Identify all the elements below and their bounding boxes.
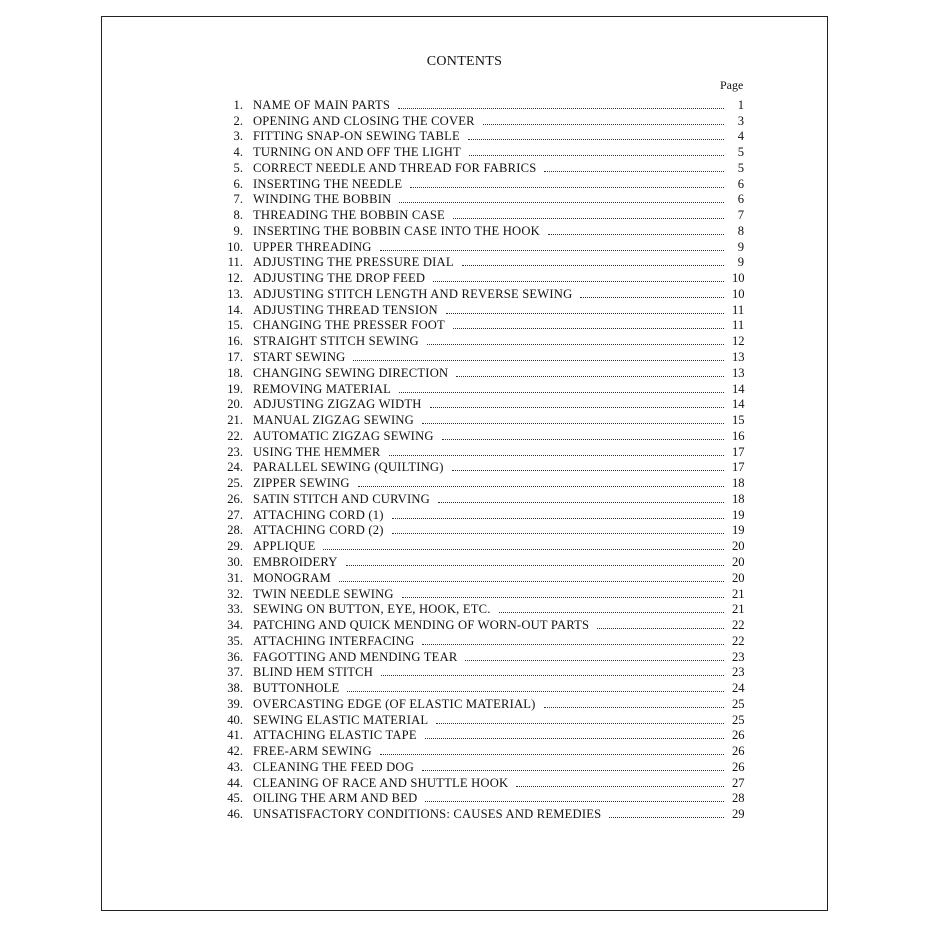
toc-entry-page: 22	[732, 633, 745, 648]
toc-entry	[206, 380, 746, 396]
dot-leader	[483, 124, 724, 125]
toc-entry-number: 46.	[227, 807, 243, 822]
toc-entry-page: 17	[732, 444, 745, 459]
toc-entry-title: AUTOMATIC ZIGZAG SEWING	[253, 428, 434, 443]
toc-entry-number: 27.	[227, 507, 243, 522]
toc-entry-page: 18	[732, 476, 745, 491]
toc-entry-title: USING THE HEMMER	[253, 444, 381, 459]
dot-leader	[425, 738, 724, 739]
toc-entry-page: 21	[732, 586, 745, 601]
toc-entry-number: 21.	[227, 413, 243, 428]
toc-entry	[206, 222, 746, 238]
dot-leader	[392, 518, 724, 519]
toc-entry-title: ADJUSTING STITCH LENGTH AND REVERSE SEWING	[253, 286, 573, 301]
document-page	[101, 16, 828, 911]
toc-entry-title: STRAIGHT STITCH SEWING	[253, 334, 419, 349]
toc-entry-number: 17.	[227, 350, 243, 365]
toc-entry-number: 22.	[227, 428, 243, 443]
dot-leader	[353, 360, 724, 361]
dot-leader	[389, 455, 724, 456]
toc-entry-page: 5	[737, 160, 744, 175]
toc-entry	[206, 695, 746, 711]
toc-entry-number: 38.	[227, 681, 243, 696]
toc-entry-title: CHANGING SEWING DIRECTION	[253, 365, 449, 380]
toc-entry	[206, 254, 746, 270]
toc-entry-title: ATTACHING CORD (1)	[253, 507, 384, 522]
page-title: CONTENTS	[426, 54, 503, 69]
toc-entry-number: 37.	[227, 665, 243, 680]
toc-entry-title: ATTACHING CORD (2)	[253, 523, 384, 538]
dot-leader	[425, 801, 724, 802]
dot-leader	[453, 328, 724, 329]
toc-entry-page: 29	[732, 807, 745, 822]
toc-entry-page: 13	[732, 365, 745, 380]
toc-entry-number: 28.	[227, 523, 243, 538]
toc-entry-number: 15.	[227, 318, 243, 333]
dot-leader	[436, 723, 724, 724]
toc-entry	[206, 96, 746, 112]
dot-leader	[462, 265, 724, 266]
toc-entry-title: ADJUSTING THE PRESSURE DIAL	[253, 255, 454, 270]
toc-entry-number: 42.	[227, 744, 243, 759]
toc-entry	[206, 443, 746, 459]
toc-entry-number: 5.	[233, 160, 243, 175]
toc-entry-number: 12.	[227, 271, 243, 286]
toc-entry-page: 27	[732, 775, 745, 790]
toc-entry-page: 23	[732, 649, 745, 664]
toc-entry-number: 26.	[227, 491, 243, 506]
toc-entry-title: ZIPPER SEWING	[253, 476, 350, 491]
toc-entry	[206, 396, 746, 412]
toc-entry	[206, 790, 746, 806]
toc-entry	[206, 648, 746, 664]
toc-entry	[206, 742, 746, 758]
toc-entry-page: 22	[732, 618, 745, 633]
toc-entry	[206, 616, 746, 632]
toc-entry-page: 15	[732, 413, 745, 428]
toc-entry	[206, 506, 746, 522]
toc-entry	[206, 128, 746, 144]
toc-entry-number: 13.	[227, 286, 243, 301]
toc-entry-title: PATCHING AND QUICK MENDING OF WORN-OUT PARTS	[253, 618, 590, 633]
dot-leader	[402, 597, 724, 598]
toc-entry	[206, 159, 746, 175]
toc-entry	[206, 143, 746, 159]
toc-entry-number: 6.	[233, 176, 243, 191]
toc-entry-number: 18.	[227, 365, 243, 380]
dot-leader	[422, 644, 724, 645]
toc-entry-number: 29.	[227, 539, 243, 554]
toc-entry	[206, 774, 746, 790]
toc-entry-number: 23.	[227, 444, 243, 459]
toc-entry-page: 18	[732, 491, 745, 506]
dot-leader	[398, 108, 724, 109]
toc-entry-title: PARALLEL SEWING (QUILTING)	[253, 460, 444, 475]
toc-entry-page: 1	[737, 97, 744, 112]
toc-entry	[206, 522, 746, 538]
toc-entry-number: 44.	[227, 775, 243, 790]
toc-entry-number: 3.	[233, 129, 243, 144]
toc-entry-number: 33.	[227, 602, 243, 617]
toc-entry	[206, 112, 746, 128]
toc-entry-title: BUTTONHOLE	[253, 681, 340, 696]
toc-entry-number: 16.	[227, 334, 243, 349]
toc-entry-title: SEWING ELASTIC MATERIAL	[253, 712, 429, 727]
toc-entry-page: 13	[732, 350, 745, 365]
dot-leader	[347, 691, 724, 692]
dot-leader	[399, 202, 724, 203]
toc-entry	[206, 191, 746, 207]
toc-entry-number: 2.	[233, 113, 243, 128]
toc-entry	[206, 727, 746, 743]
toc-entry-page: 16	[732, 428, 745, 443]
toc-entry	[206, 632, 746, 648]
toc-entry-page: 26	[732, 744, 745, 759]
toc-entry-number: 11.	[227, 255, 243, 270]
dot-leader	[358, 486, 724, 487]
dot-leader	[380, 250, 724, 251]
toc-entry	[206, 206, 746, 222]
dot-leader	[392, 533, 724, 534]
toc-entry	[206, 238, 746, 254]
toc-entry	[206, 459, 746, 475]
toc-entry-number: 36.	[227, 649, 243, 664]
toc-entry-page: 20	[732, 570, 745, 585]
toc-entry	[206, 332, 746, 348]
toc-entry-title: OPENING AND CLOSING THE COVER	[253, 113, 475, 128]
toc-entry-title: ATTACHING ELASTIC TAPE	[253, 728, 417, 743]
toc-entry-number: 31.	[227, 570, 243, 585]
toc-entry	[206, 711, 746, 727]
toc-entry-title: APPLIQUE	[253, 539, 316, 554]
toc-entry-title: FITTING SNAP-ON SEWING TABLE	[253, 129, 460, 144]
toc-entry-title: ADJUSTING THREAD TENSION	[253, 302, 438, 317]
toc-entry-number: 41.	[227, 728, 243, 743]
dot-leader	[346, 565, 724, 566]
toc-entry-page: 11	[732, 302, 745, 317]
dot-leader	[430, 407, 724, 408]
toc-entry-number: 32.	[227, 586, 243, 601]
dot-leader	[442, 439, 724, 440]
toc-entry-number: 4.	[233, 145, 243, 160]
toc-entry-title: REMOVING MATERIAL	[253, 381, 392, 396]
dot-leader	[468, 139, 724, 140]
dot-leader	[516, 786, 724, 787]
toc-entry-page: 26	[732, 759, 745, 774]
toc-entry-page: 6	[737, 192, 744, 207]
toc-entry-page: 7	[737, 208, 744, 223]
dot-leader	[465, 660, 724, 661]
toc-entry	[206, 364, 746, 380]
toc-entry-title: UPPER THREADING	[253, 239, 372, 254]
toc-entry-number: 30.	[227, 554, 243, 569]
page-column-header: Page	[720, 78, 744, 92]
toc-entry-page: 20	[732, 554, 745, 569]
dot-leader	[339, 581, 724, 582]
dot-leader	[438, 502, 724, 503]
toc-entry-title: TWIN NEEDLE SEWING	[253, 586, 394, 601]
toc-entry-page: 6	[737, 176, 744, 191]
toc-entry	[206, 285, 746, 301]
toc-entry-number: 40.	[227, 712, 243, 727]
toc-entry-number: 20.	[227, 397, 243, 412]
toc-entry-number: 7.	[233, 192, 243, 207]
toc-entry	[206, 348, 746, 364]
toc-entry-page: 11	[732, 318, 745, 333]
toc-entry-number: 45.	[227, 791, 243, 806]
dot-leader	[544, 171, 724, 172]
dot-leader	[380, 754, 724, 755]
toc-entry	[206, 758, 746, 774]
toc-entry	[206, 317, 746, 333]
toc-entry	[206, 474, 746, 490]
toc-entry-title: CORRECT NEEDLE AND THREAD FOR FABRICS	[253, 160, 537, 175]
dot-leader	[427, 344, 724, 345]
toc-entry-title: OVERCASTING EDGE (OF ELASTIC MATERIAL)	[253, 696, 536, 711]
toc-entry-page: 10	[732, 286, 745, 301]
dot-leader	[580, 297, 724, 298]
dot-leader	[323, 549, 724, 550]
toc-entry-title: OILING THE ARM AND BED	[253, 791, 418, 806]
toc-entry-title: SEWING ON BUTTON, EYE, HOOK, ETC.	[253, 602, 491, 617]
toc-entry-number: 14.	[227, 302, 243, 317]
toc-entry-number: 35.	[227, 633, 243, 648]
toc-entry-number: 9.	[233, 223, 243, 238]
dot-leader	[469, 155, 724, 156]
toc-entry-title: NAME OF MAIN PARTS	[253, 97, 391, 112]
toc-entry-page: 17	[732, 460, 745, 475]
toc-entry-page: 28	[732, 791, 745, 806]
dot-leader	[422, 423, 724, 424]
toc-entry-page: 26	[732, 728, 745, 743]
toc-entry-title: WINDING THE BOBBIN	[253, 192, 392, 207]
toc-entry	[206, 679, 746, 695]
toc-entry-title: FREE-ARM SEWING	[253, 744, 372, 759]
toc-entry-title: ADJUSTING THE DROP FEED	[253, 271, 426, 286]
dot-leader	[410, 187, 724, 188]
toc-entry-page: 12	[732, 334, 745, 349]
toc-entry	[206, 664, 746, 680]
toc-entry-number: 25.	[227, 476, 243, 491]
toc-entry-page: 19	[732, 507, 745, 522]
toc-entry-title: INSERTING THE BOBBIN CASE INTO THE HOOK	[253, 223, 540, 238]
toc-entry-number: 24.	[227, 460, 243, 475]
toc-entry-title: CHANGING THE PRESSER FOOT	[253, 318, 445, 333]
toc-entry	[206, 805, 746, 821]
dot-leader	[453, 218, 724, 219]
toc-entry-number: 43.	[227, 759, 243, 774]
toc-entry-title: SATIN STITCH AND CURVING	[253, 491, 430, 506]
toc-entry-title: BLIND HEM STITCH	[253, 665, 374, 680]
toc-entry	[206, 490, 746, 506]
toc-entry-number: 1.	[233, 97, 243, 112]
dot-leader	[446, 313, 724, 314]
dot-leader	[544, 707, 724, 708]
toc-entry-number: 39.	[227, 696, 243, 711]
toc-entry-page: 3	[737, 113, 744, 128]
toc-entry	[206, 537, 746, 553]
toc-entry-title: MANUAL ZIGZAG SEWING	[253, 413, 414, 428]
dot-leader	[381, 675, 724, 676]
toc-entry-title: FAGOTTING AND MENDING TEAR	[253, 649, 458, 664]
toc-entry	[206, 269, 746, 285]
toc-entry	[206, 569, 746, 585]
toc-entry-page: 9	[737, 255, 744, 270]
toc-entry-title: CLEANING THE FEED DOG	[253, 759, 415, 774]
toc-entry-number: 10.	[227, 239, 243, 254]
table-of-contents	[206, 96, 746, 821]
toc-entry-title: EMBROIDERY	[253, 554, 338, 569]
dot-leader	[456, 376, 724, 377]
toc-entry-title: ATTACHING INTERFACING	[253, 633, 415, 648]
toc-entry-page: 25	[732, 696, 745, 711]
dot-leader	[422, 770, 724, 771]
toc-entry-page: 21	[732, 602, 745, 617]
toc-entry-title: MONOGRAM	[253, 570, 331, 585]
toc-entry-page: 9	[737, 239, 744, 254]
toc-entry-title: START SEWING	[253, 350, 346, 365]
toc-entry-page: 8	[737, 223, 744, 238]
dot-leader	[609, 817, 724, 818]
toc-entry-title: TURNING ON AND OFF THE LIGHT	[253, 145, 461, 160]
toc-entry	[206, 411, 746, 427]
toc-entry	[206, 601, 746, 617]
toc-entry-title: ADJUSTING ZIGZAG WIDTH	[253, 397, 422, 412]
toc-entry-title: CLEANING OF RACE AND SHUTTLE HOOK	[253, 775, 509, 790]
toc-entry-number: 34.	[227, 618, 243, 633]
toc-entry-title: THREADING THE BOBBIN CASE	[253, 208, 445, 223]
toc-entry-page: 4	[737, 129, 744, 144]
dot-leader	[452, 470, 724, 471]
toc-entry-page: 20	[732, 539, 745, 554]
toc-entry-page: 14	[732, 397, 745, 412]
dot-leader	[597, 628, 724, 629]
toc-entry	[206, 175, 746, 191]
toc-entry	[206, 553, 746, 569]
toc-entry	[206, 427, 746, 443]
toc-entry-page: 19	[732, 523, 745, 538]
toc-entry-title: INSERTING THE NEEDLE	[253, 176, 403, 191]
dot-leader	[399, 392, 724, 393]
toc-entry	[206, 301, 746, 317]
toc-entry-number: 19.	[227, 381, 243, 396]
dot-leader	[548, 234, 724, 235]
toc-entry-page: 23	[732, 665, 745, 680]
toc-entry-title: UNSATISFACTORY CONDITIONS: CAUSES AND REMEDIES	[253, 807, 602, 822]
toc-entry-number: 8.	[233, 208, 243, 223]
toc-entry-page: 25	[732, 712, 745, 727]
toc-entry-page: 5	[737, 145, 744, 160]
toc-entry-page: 24	[732, 681, 745, 696]
toc-entry-page: 10	[732, 271, 745, 286]
dot-leader	[499, 612, 724, 613]
toc-entry-page: 14	[732, 381, 745, 396]
toc-entry	[206, 585, 746, 601]
dot-leader	[433, 281, 724, 282]
